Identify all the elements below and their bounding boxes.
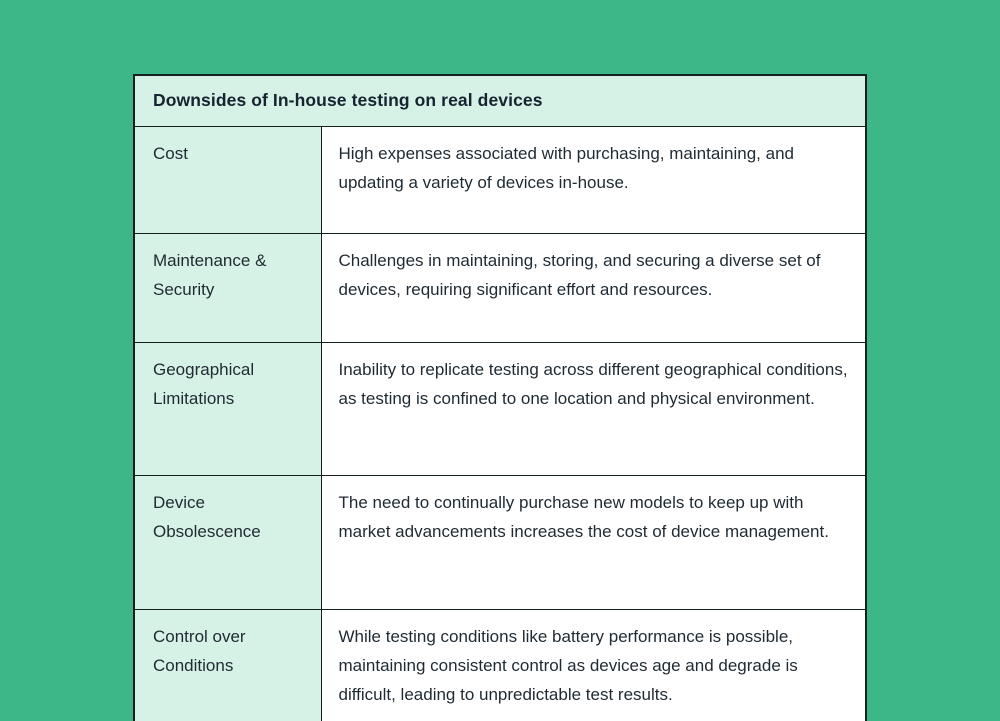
table-row bbox=[134, 234, 866, 343]
downsides-table bbox=[133, 74, 867, 721]
row-description: Challenges in maintaining, storing, and securing a diverse set of devices, requiring significant effort and resources. bbox=[321, 234, 866, 343]
row-description: Inability to replicate testing across different geographical conditions, as testing is confined to one location and physical environment. bbox=[321, 343, 866, 476]
table-row bbox=[134, 343, 866, 476]
table-row bbox=[134, 476, 866, 610]
table-header-row bbox=[134, 75, 866, 127]
row-description: The need to continually purchase new models to keep up with market advancements increases the cost of device management. bbox=[321, 476, 866, 610]
table-body bbox=[134, 127, 866, 721]
row-label: Control over Conditions bbox=[134, 610, 321, 721]
row-description: While testing conditions like battery performance is possible, maintaining consistent control as devices age and degrade is difficult, leading to unpredictable test results. bbox=[321, 610, 866, 721]
row-label: Geographical Limitations bbox=[134, 343, 321, 476]
row-label: Device Obsolescence bbox=[134, 476, 321, 610]
table-title: Downsides of In-house testing on real devices bbox=[134, 75, 866, 127]
downsides-table-container bbox=[133, 74, 867, 721]
table-row bbox=[134, 610, 866, 721]
table-row bbox=[134, 127, 866, 234]
row-description: High expenses associated with purchasing, maintaining, and updating a variety of devices in-house. bbox=[321, 127, 866, 234]
row-label: Maintenance & Security bbox=[134, 234, 321, 343]
row-label: Cost bbox=[134, 127, 321, 234]
